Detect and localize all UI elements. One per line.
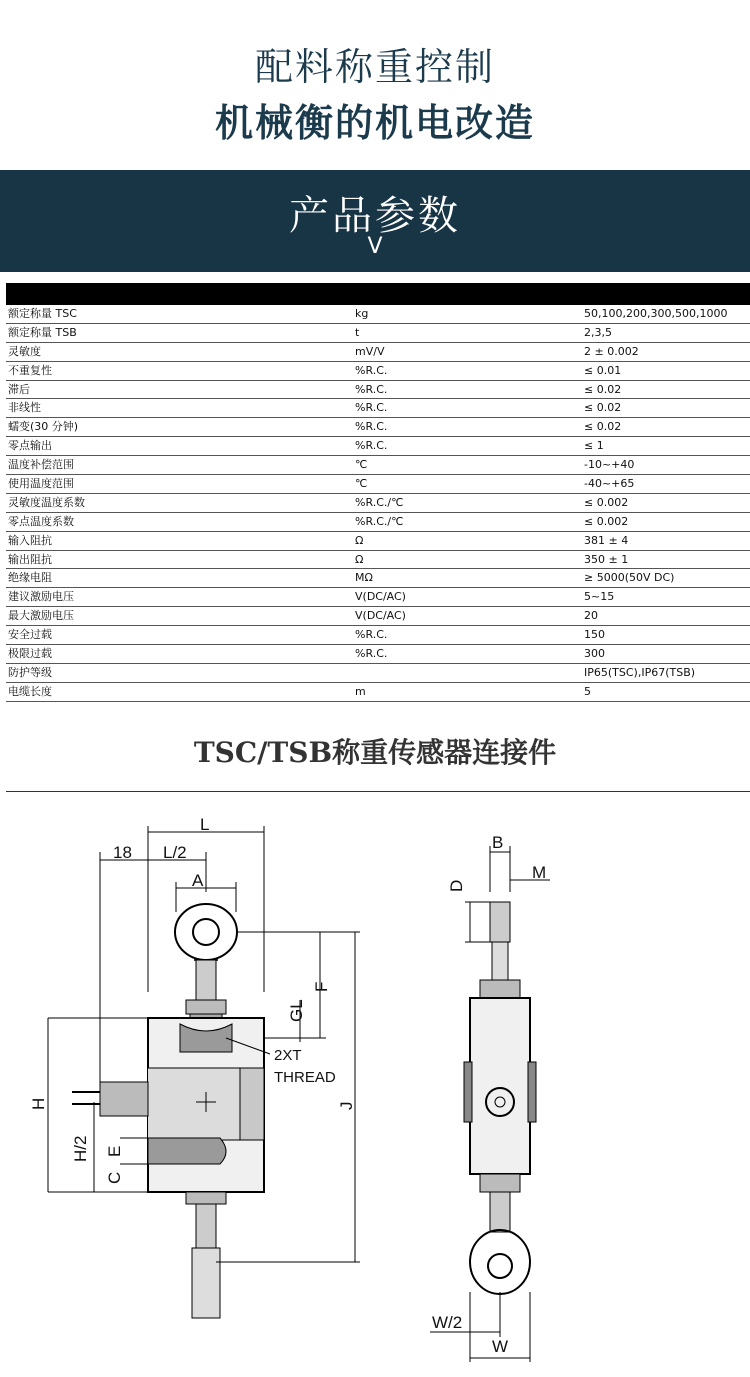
table-header-bar (6, 283, 750, 305)
spec-name: 灵敏度温度系数 (8, 495, 85, 509)
spec-name: 使用温度范围 (8, 477, 74, 491)
spec-unit: %R.C./℃ (355, 514, 404, 528)
spec-unit: m (355, 684, 366, 698)
spec-unit: %R.C. (355, 439, 388, 453)
spec-name: 最大激励电压 (8, 609, 74, 623)
spec-unit: %R.C. (355, 420, 388, 434)
table-row (6, 418, 750, 437)
spec-name: 极限过载 (8, 647, 52, 661)
spec-name: 滞后 (8, 382, 30, 396)
table-row (6, 305, 750, 324)
spec-name: 绝缘电阻 (8, 571, 52, 585)
table-row (6, 362, 750, 381)
spec-unit: Ω (355, 533, 364, 547)
spec-unit: ℃ (355, 477, 368, 491)
table-row (6, 343, 750, 362)
table-row (6, 588, 750, 607)
spec-unit: ℃ (355, 458, 368, 472)
table-row (6, 456, 750, 475)
dim-A: A (192, 871, 204, 890)
spec-unit: t (355, 325, 360, 339)
technical-drawing (0, 792, 750, 1377)
params-banner (0, 170, 750, 272)
spec-value: IP65(TSC),IP67(TSB) (584, 665, 696, 679)
spec-unit: V(DC/AC) (355, 609, 406, 623)
spec-value: ≤ 0.002 (584, 495, 629, 509)
spec-value: ≥ 5000(50V DC) (584, 571, 675, 585)
spec-name: 建议激励电压 (8, 590, 74, 604)
table-row (6, 381, 750, 400)
spec-value: 2 ± 0.002 (584, 344, 639, 358)
table-row (6, 607, 750, 626)
dim-18: 18 (113, 843, 132, 862)
spec-name: 蠕变(30 分钟) (8, 420, 79, 434)
spec-unit: Ω (355, 552, 364, 566)
spec-value: 300 (584, 647, 605, 661)
dim-L: L (200, 815, 210, 834)
table-row (6, 551, 750, 570)
spec-unit: %R.C. (355, 401, 388, 415)
spec-name: 非线性 (8, 401, 41, 415)
table-row (6, 437, 750, 456)
dim-C: C (105, 1171, 124, 1184)
spec-unit: mV/V (355, 344, 385, 358)
spec-table (6, 305, 750, 702)
spec-unit: %R.C. (355, 382, 388, 396)
spec-name: 安全过载 (8, 628, 52, 642)
dim-J: J (337, 1101, 356, 1110)
table-row (6, 513, 750, 532)
chevron-down-icon: V (367, 234, 383, 259)
spec-unit: MΩ (355, 571, 373, 585)
spec-name: 防护等级 (8, 665, 52, 679)
dim-B: B (492, 833, 504, 852)
section-title: TSC/TSB称重传感器连接件 (193, 736, 557, 769)
spec-value: 350 ± 1 (584, 552, 629, 566)
banner-title: 产品参数 (289, 193, 461, 239)
spec-name: 输出阻抗 (8, 552, 52, 566)
spec-unit: %R.C. (355, 628, 388, 642)
spec-value: 20 (584, 609, 598, 623)
spec-value: ≤ 0.002 (584, 514, 629, 528)
spec-value: ≤ 0.02 (584, 382, 622, 396)
table-row (6, 645, 750, 664)
spec-value: ≤ 0.02 (584, 401, 622, 415)
dim-H: H (29, 1097, 48, 1110)
table-row (6, 475, 750, 494)
dim-GL: GL (287, 999, 306, 1022)
spec-name: 电缆长度 (8, 684, 52, 698)
spec-value: ≤ 0.01 (584, 363, 622, 377)
spec-value: 5 (584, 684, 591, 698)
dim-F: F (312, 981, 331, 992)
dim-W2: W/2 (432, 1313, 463, 1332)
table-row (6, 494, 750, 513)
table-row (6, 626, 750, 645)
spec-name: 温度补偿范围 (8, 458, 74, 472)
spec-value: 150 (584, 628, 605, 642)
table-row (6, 399, 750, 418)
spec-value: 381 ± 4 (584, 533, 629, 547)
table-row (6, 664, 750, 683)
spec-name: 额定称量 TSB (8, 325, 77, 339)
spec-value: ≤ 1 (584, 439, 604, 453)
spec-value: 2,3,5 (584, 325, 612, 339)
dim-M: M (532, 863, 547, 882)
thread-label-2: THREAD (274, 1069, 336, 1086)
table-row (6, 569, 750, 588)
spec-unit: %R.C./℃ (355, 495, 404, 509)
spec-value: ≤ 0.02 (584, 420, 622, 434)
spec-value: -10~+40 (584, 458, 635, 472)
spec-unit: %R.C. (355, 363, 388, 377)
table-row (6, 532, 750, 551)
spec-name: 输入阻抗 (8, 533, 52, 547)
spec-value: 50,100,200,300,500,1000 (584, 307, 728, 320)
thread-label-1: 2XT (274, 1047, 302, 1064)
spec-name: 不重复性 (8, 363, 52, 377)
dim-E: E (105, 1145, 124, 1157)
header-line-1: 配料称重控制 (254, 45, 495, 89)
table-row (6, 324, 750, 343)
spec-name: 额定称量 TSC (8, 307, 77, 320)
spec-value: 5~15 (584, 590, 615, 604)
spec-name: 灵敏度 (8, 344, 41, 358)
header-line-2: 机械衡的机电改造 (214, 101, 535, 145)
spec-unit: %R.C. (355, 647, 388, 661)
spec-unit: V(DC/AC) (355, 590, 406, 604)
spec-value: -40~+65 (584, 477, 635, 491)
dim-D: D (447, 879, 466, 892)
spec-name: 零点温度系数 (8, 514, 74, 528)
dim-L2: L/2 (163, 843, 187, 862)
spec-name: 零点输出 (8, 439, 52, 453)
dim-W: W (492, 1337, 509, 1356)
table-row (6, 683, 750, 702)
spec-unit: kg (355, 307, 369, 320)
dim-H2: H/2 (71, 1135, 90, 1162)
